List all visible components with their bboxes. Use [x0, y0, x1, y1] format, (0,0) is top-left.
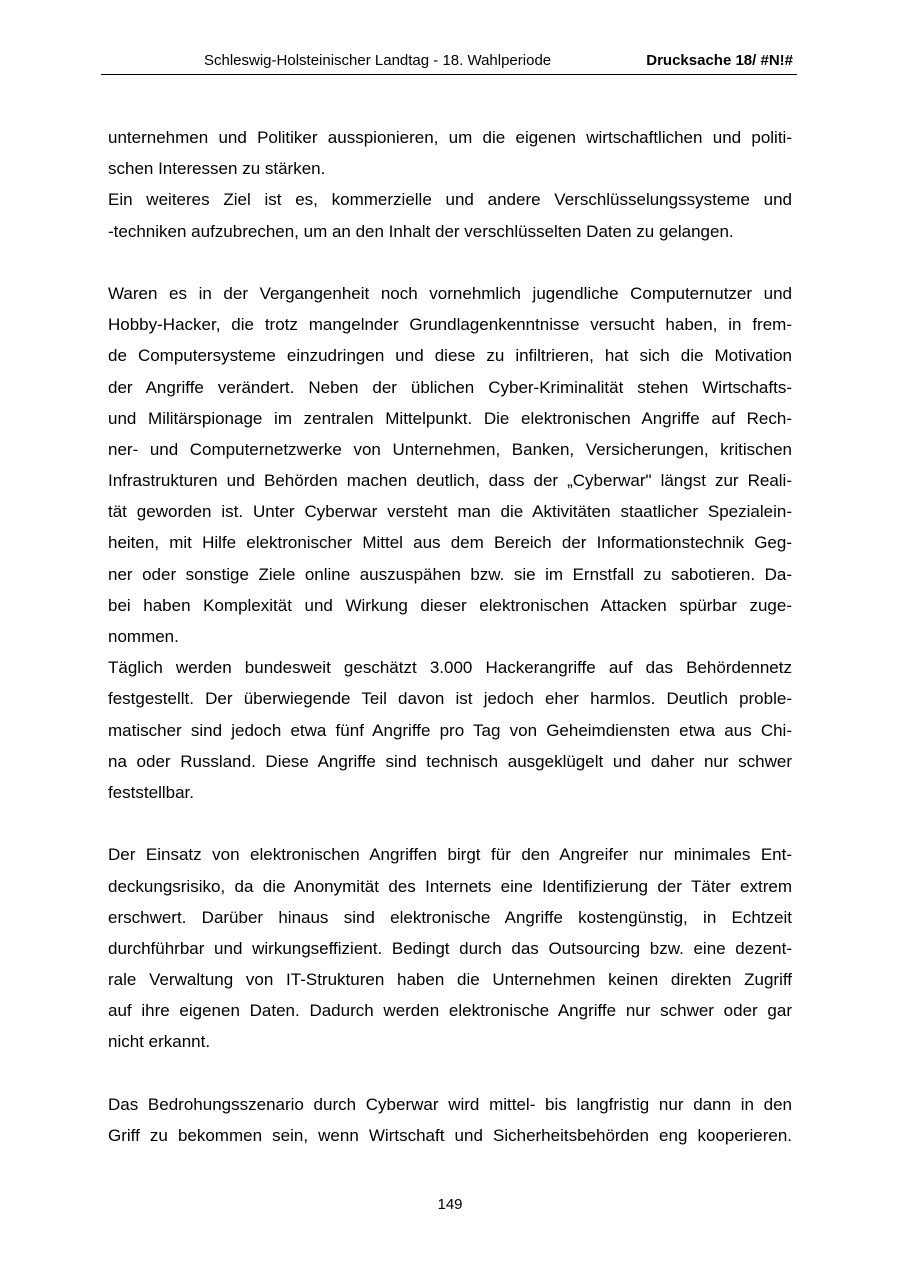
paragraph-spacer: [108, 808, 792, 839]
text-line: der Angriffe verändert. Neben der üblichen Cyber-Kriminalität stehen Wirtschafts-: [108, 377, 792, 397]
text-line: ner oder sonstige Ziele online auszuspähen bzw. sie im Ernstfall zu sabotieren. Da-: [108, 564, 792, 584]
text-line: deckungsrisiko, da die Anonymität des Internets eine Identifizierung der Täter extrem: [108, 876, 792, 896]
text-line: durchführbar und wirkungseffizient. Bedingt durch das Outsourcing bzw. eine dezent-: [108, 938, 792, 958]
paragraph: [108, 122, 792, 184]
text-line: Infrastrukturen und Behörden machen deutlich, dass der „Cyberwar" längst zur Reali-: [108, 471, 792, 491]
text-line: Der Einsatz von elektronischen Angriffen birgt für den Angreifer nur minimales Ent-: [108, 845, 792, 865]
paragraph: [108, 278, 792, 652]
text-line: unternehmen und Politiker ausspionieren, um die eigenen wirtschaftlichen und politi-: [108, 128, 792, 147]
text-line: de Computersysteme einzudringen und diese zu infiltrieren, hat sich die Motivation: [108, 346, 792, 366]
paragraph-spacer: [108, 247, 792, 278]
text-line: ner- und Computernetzwerke von Unternehmen, Banken, Versicherungen, kritischen: [108, 439, 792, 459]
text-line: na oder Russland. Diese Angriffe sind technisch ausgeklügelt und daher nur schwer: [108, 751, 792, 771]
text-line: und Militärspionage im zentralen Mittelpunkt. Die elektronischen Angriffe auf Rech-: [108, 408, 792, 428]
body-text: [108, 122, 792, 1151]
paragraph: [108, 652, 792, 808]
text-line: tät geworden ist. Unter Cyberwar versteht man die Aktivitäten staatlicher Spezialein-: [108, 502, 792, 522]
text-line: nicht erkannt.: [108, 1032, 211, 1052]
text-line: Das Bedrohungsszenario durch Cyberwar wird mittel- bis langfristig nur dann in den: [108, 1094, 792, 1114]
page-number: 149: [437, 1196, 463, 1213]
text-line: feststellbar.: [108, 782, 194, 802]
text-line: Täglich werden bundesweit geschätzt 3.000 Hackerangriffe auf das Behördennetz: [108, 658, 792, 678]
text-line: auf ihre eigenen Daten. Dadurch werden elektronische Angriffe nur schwer oder gar: [108, 1001, 792, 1021]
document-number: Drucksache 18/ #N!#: [646, 52, 793, 69]
text-line: schen Interessen zu stärken.: [108, 159, 326, 179]
text-line: Waren es in der Vergangenheit noch vornehmlich jugendliche Computernutzer und: [108, 283, 792, 303]
paragraph: [108, 184, 792, 246]
paragraph: [108, 1089, 792, 1151]
text-line: nommen.: [108, 627, 179, 646]
paragraph-spacer: [108, 1058, 792, 1089]
text-line: bei haben Komplexität und Wirkung dieser elektronischen Attacken spürbar zuge-: [108, 595, 792, 615]
text-line: -techniken aufzubrechen, um an den Inhalt der verschlüsselten Daten zu gelangen.: [108, 221, 734, 241]
text-line: Griff zu bekommen sein, wenn Wirtschaft und Sicherheitsbehörden eng kooperieren.: [108, 1126, 792, 1145]
text-line: Hobby-Hacker, die trotz mangelnder Grundlagenkenntnisse versucht haben, in frem-: [108, 315, 792, 335]
text-line: matischer sind jedoch etwa fünf Angriffe pro Tag von Geheimdiensten etwa aus Chi-: [108, 720, 792, 740]
paragraph: [108, 839, 792, 1057]
text-line: festgestellt. Der überwiegende Teil davon ist jedoch eher harmlos. Deutlich proble-: [108, 689, 792, 709]
text-line: heiten, mit Hilfe elektronischer Mittel aus dem Bereich der Informationstechnik Geg-: [108, 533, 792, 553]
text-line: erschwert. Darüber hinaus sind elektronische Angriffe kostengünstig, in Echtzeit: [108, 907, 792, 927]
header-title: Schleswig-Holsteinischer Landtag - 18. Wahlperiode: [204, 52, 552, 69]
page-header: [101, 50, 797, 75]
text-line: Ein weiteres Ziel ist es, kommerzielle und andere Verschlüsselungssysteme und: [108, 190, 792, 210]
text-line: rale Verwaltung von IT-Strukturen haben die Unternehmen keinen direkten Zugriff: [108, 970, 792, 990]
